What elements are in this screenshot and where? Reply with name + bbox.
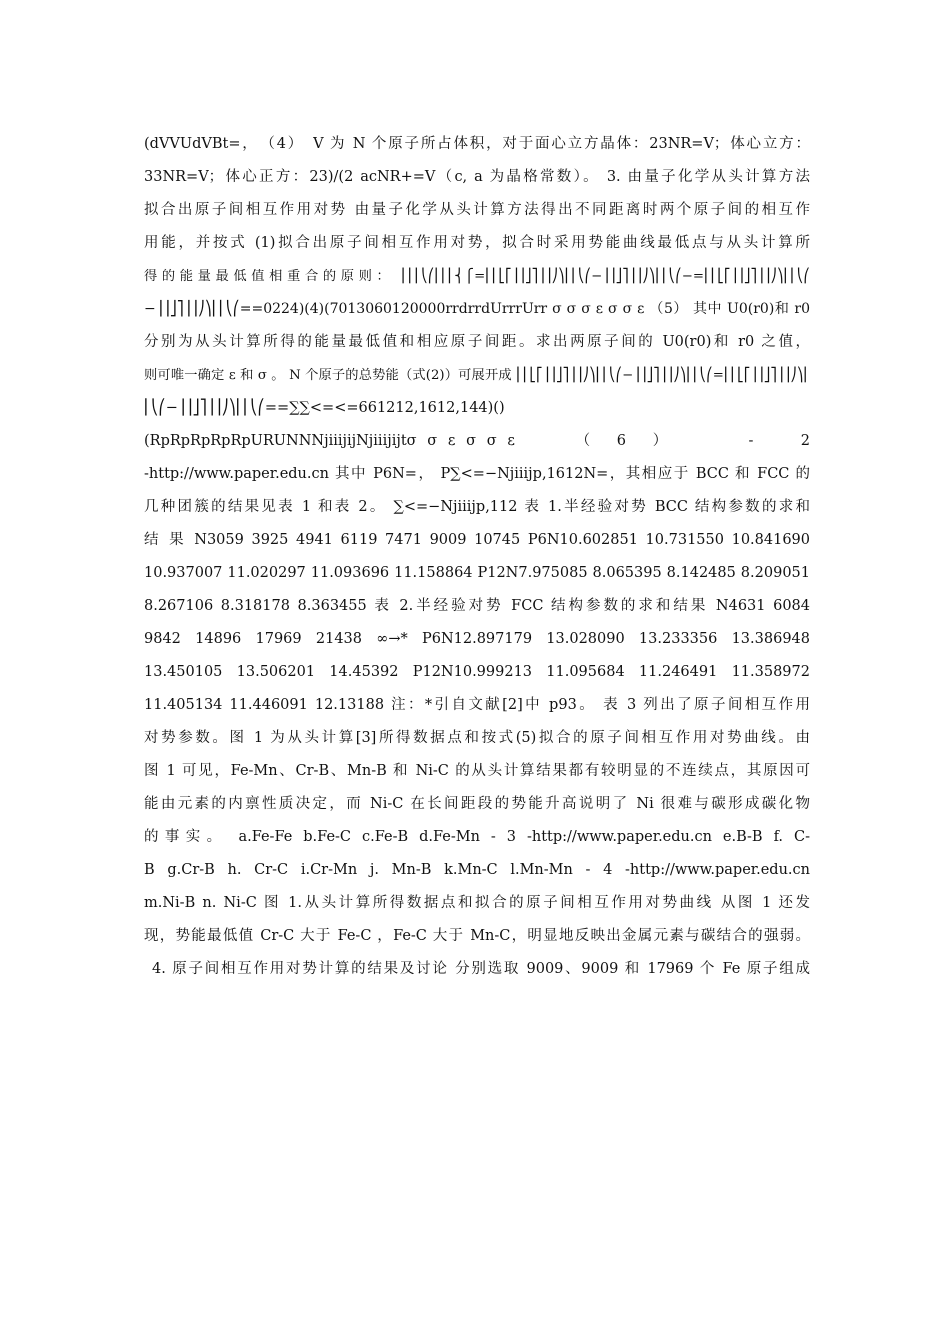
text-line: −⎥⎥⎦⎤⎟⎟⎠⎞⎜⎜⎝⎛==0224)(4)(7013060120000rrdrrdUrrrUrr σ σ σ ε σ σ ε （5） 其中 U0(r0)和 r0	[144, 301, 810, 317]
text-line: (dVVUdVBt=， （4） V 为 N 个原子所占体积，对于面心立方晶体：23NR=V；体心立方：	[144, 136, 810, 152]
body-text	[144, 128, 810, 986]
text-line: 得 的 能 量 最 低 值 相 重 合 的 原 则 ： ⎜⎜⎜⎝⎛⎜⎜⎜⎨⎧=⎢⎢⎣⎡⎥⎥⎦⎤⎟⎟⎠⎞⎜⎜⎝⎛−⎥⎥⎦⎤⎟⎟⎠⎞⎜⎜⎝⎛−=⎢⎢⎣⎡⎥⎥⎦⎤⎟⎟⎠⎞⎜⎜⎝⎛	[144, 269, 810, 284]
text-line: -http://www.paper.edu.cn 其中 P6N=， P∑<=−Njiiijp,1612N=，其相应于 BCC 和 FCC 的	[144, 466, 810, 482]
text-line: 10.937007 11.020297 11.093696 11.158864 P12N7.975085 8.065395 8.142485 8.209051	[144, 565, 810, 581]
text-line: 13.450105 13.506201 14.45392 P12N10.999213 11.095684 11.246491 11.358972	[144, 664, 810, 680]
text-line: 用能，并按式 (1)拟合出原子间相互作用对势，拟合时采用势能曲线最低点与从头计算所	[144, 235, 810, 251]
text-line: 分别为从头计算所得的能量最低值和相应原子间距。求出两原子间的 U0(r0)和 r0 之值，	[144, 334, 810, 350]
text-line: 4. 原子间相互作用对势计算的结果及讨论 分别选取 9009、9009 和 17969 个 Fe 原子组成	[152, 961, 810, 977]
text-line: 的事实。 a.Fe-Fe b.Fe-C c.Fe-B d.Fe-Mn - 3 -http://www.paper.edu.cn e.B-B f. C-	[144, 829, 810, 845]
text-line: 对势参数。图 1 为从头计算[3]所得数据点和按式(5)拟合的原子间相互作用对势曲线。由	[144, 730, 810, 746]
text-line: 9842 14896 17969 21438 ∞→* P6N12.897179 13.028090 13.233356 13.386948	[144, 631, 810, 647]
text-line: B g.Cr-B h. Cr-C i.Cr-Mn j. Mn-B k.Mn-C l.Mn-Mn - 4 -http://www.paper.edu.cn	[144, 862, 810, 878]
text-line: 则可唯一确定 ε 和 σ 。 N 个原子的总势能（式(2)）可展开成 ⎢⎢⎣⎡⎥⎥⎦⎤⎟⎟⎠⎞⎜⎜⎝⎛−⎥⎥⎦⎤⎟⎟⎠⎞⎜⎜⎝⎛=⎢⎢⎣⎡⎥⎥⎦⎤⎟⎟⎠⎞⎜	[144, 368, 810, 383]
text-line: 11.405134 11.446091 12.13188 注：*引自文献[2]中 p93。 表 3 列出了原子间相互作用	[144, 697, 810, 713]
text-line: 8.267106 8.318178 8.363455 表 2.半经验对势 FCC 结构参数的求和结果 N4631 6084	[144, 598, 810, 614]
text-line: 33NR=V；体心正方：23)/(2 acNR+=V（c, a 为晶格常数）。 3. 由量子化学从头计算方法	[144, 169, 810, 185]
text-line: m.Ni-B n. Ni-C 图 1.从头计算所得数据点和拟合的原子间相互作用对势曲线 从图 1 还发	[144, 895, 810, 911]
text-line: 几种团簇的结果见表 1 和表 2。 ∑<=−Njiiijp,112 表 1.半经验对势 BCC 结构参数的求和	[144, 499, 810, 515]
text-line: (RpRpRpRpRpURUNNNjiiijijNjiiijijtσ σ ε σ σ ε （ 6 ） - 2	[144, 433, 810, 449]
text-line: 拟合出原子间相互作用对势 由量子化学从头计算方法得出不同距离时两个原子间的相互作	[144, 202, 810, 218]
text-line: ⎜⎝⎛−⎥⎥⎦⎤⎟⎟⎠⎞⎜⎜⎝⎛==∑∑<=<=661212,1612,144)()	[144, 400, 505, 416]
text-line: 能由元素的内禀性质决定，而 Ni-C 在长间距段的势能升高说明了 Ni 很难与碳形成碳化物	[144, 796, 810, 812]
text-line: 结 果 N3059 3925 4941 6119 7471 9009 10745 P6N10.602851 10.731550 10.841690	[144, 532, 810, 548]
text-line: 图 1 可见，Fe-Mn、Cr-B、Mn-B 和 Ni-C 的从头计算结果都有较明显的不连续点，其原因可	[144, 763, 810, 779]
text-line: 现，势能最低值 Cr-C 大于 Fe-C ，Fe-C 大于 Mn-C，明显地反映出金属元素与碳结合的强弱。	[144, 928, 810, 944]
